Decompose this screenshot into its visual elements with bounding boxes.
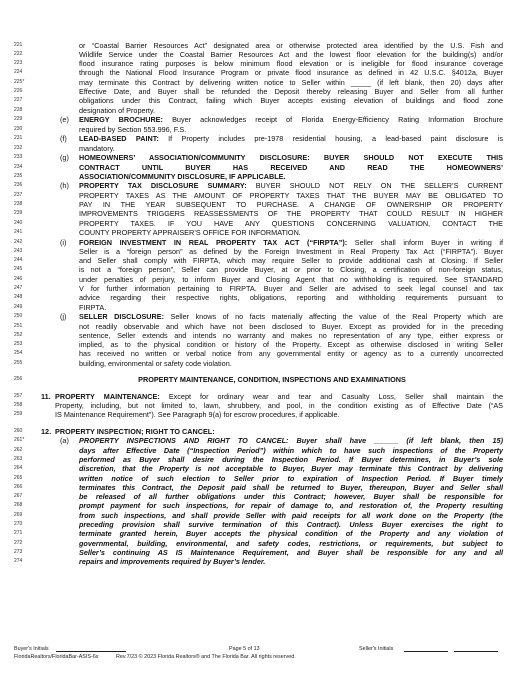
body-text: mandatory. bbox=[79, 143, 115, 153]
line-text bbox=[79, 284, 503, 294]
line-number: 224 bbox=[14, 69, 23, 76]
line-number: 230 bbox=[14, 125, 23, 132]
line-text bbox=[79, 50, 503, 60]
line-number: 250 bbox=[14, 313, 23, 320]
bold-italic-text: Seller’s continuing AS IS Maintenance Requirement, and Buyer shall be responsible for any and all bbox=[79, 547, 503, 557]
body-text: IMPROVEMENTS TRIGGERS REASSESSMENTS OF THE PROPERTY THAT COULD RESULT IN HIGHER bbox=[79, 209, 503, 219]
line-text bbox=[79, 134, 503, 144]
contract-line bbox=[0, 228, 527, 238]
body-text: designation of Property. bbox=[79, 105, 156, 115]
line-text bbox=[79, 163, 503, 173]
line-text bbox=[79, 275, 503, 285]
line-number: 234 bbox=[14, 163, 23, 170]
bold-heading: ASSOCIATION/COMMUNITY DISCLOSURE, IF APPLICABLE. bbox=[79, 171, 286, 181]
bold-italic-text: performed as Buyer shall desire during the Inspection Period. If Buyer determines, in Buyer’s sole bbox=[79, 454, 503, 464]
line-text bbox=[55, 427, 503, 437]
line-text bbox=[79, 209, 503, 219]
line-text bbox=[79, 446, 503, 456]
body-text: If Property includes pre-1978 residential housing, a lead-based paint disclosure is bbox=[158, 134, 503, 144]
contract-line bbox=[0, 219, 527, 229]
bold-heading: FOREIGN INVESTMENT IN REAL PROPERTY TAX ACT (“FIRPTA”): bbox=[79, 237, 348, 247]
contract-line bbox=[0, 529, 527, 539]
bold-italic-text: repairs and improvements required by Buyer’s lender. bbox=[79, 557, 266, 567]
contract-line bbox=[0, 78, 527, 88]
body-text: FIRPTA. bbox=[79, 302, 107, 312]
line-number: 242 bbox=[14, 238, 23, 245]
line-number: 221 bbox=[14, 41, 23, 48]
contract-line bbox=[0, 392, 527, 402]
line-text bbox=[79, 87, 503, 97]
line-text bbox=[79, 492, 503, 502]
clause-label: (j) bbox=[60, 312, 67, 322]
body-text: is not a “foreign person”, Seller can provide Buyer, at or prior to Closing, a certification of non-foreign status, bbox=[79, 265, 503, 275]
contract-line bbox=[0, 312, 527, 322]
line-text bbox=[79, 511, 503, 521]
bold-italic-text: preceding provision shall survive termination of this Contract). Unless Buyer exercises the right to bbox=[79, 520, 503, 529]
body-text: or “Coastal Barrier Resources Act” designated area or otherwise protected area identified by the U.S. Fish and bbox=[79, 40, 503, 50]
line-number: 268 bbox=[14, 502, 23, 509]
contract-line bbox=[0, 275, 527, 285]
contract-line bbox=[0, 548, 527, 558]
line-text bbox=[79, 41, 503, 51]
line-number: 244 bbox=[14, 257, 23, 264]
contract-line bbox=[0, 474, 527, 484]
contract-line bbox=[0, 410, 527, 420]
line-number: 225* bbox=[14, 78, 25, 85]
contract-line bbox=[0, 501, 527, 511]
line-number: 222 bbox=[14, 50, 23, 57]
contract-line bbox=[0, 209, 527, 219]
line-text bbox=[79, 68, 503, 78]
line-text bbox=[79, 464, 503, 474]
line-text bbox=[79, 548, 503, 558]
line-text bbox=[79, 501, 503, 511]
clause-label: (h) bbox=[60, 181, 69, 191]
line-number: 232 bbox=[14, 144, 23, 151]
contract-line bbox=[0, 59, 527, 69]
body-text: PROPERTY TAXES AS THE AMOUNT OF PROPERTY TAXES THAT THE BUYER MAY BE OBLIGATED TO bbox=[79, 190, 503, 200]
line-number: 235 bbox=[14, 172, 23, 179]
line-text bbox=[79, 59, 503, 69]
line-text bbox=[79, 340, 503, 350]
line-number: 264 bbox=[14, 465, 23, 472]
line-number: 233 bbox=[14, 154, 23, 161]
line-text bbox=[55, 401, 503, 411]
line-number: 227 bbox=[14, 97, 23, 104]
line-text bbox=[79, 106, 503, 116]
body-text: PAY IN THE YEAR SUBSEQUENT TO PURCHASE. A CHANGE OF OWNERSHIP OR PROPERTY bbox=[79, 200, 503, 209]
contract-line bbox=[0, 172, 527, 182]
line-number: 240 bbox=[14, 219, 23, 226]
contract-line bbox=[0, 375, 527, 385]
line-number: 262 bbox=[14, 446, 23, 453]
contract-line bbox=[0, 557, 527, 567]
seller-initials-field-2[interactable] bbox=[454, 645, 498, 652]
contract-line bbox=[0, 303, 527, 313]
line-number: 260 bbox=[14, 427, 23, 434]
line-text bbox=[79, 153, 503, 163]
body-text: Except for ordinary wear and tear and Casualty Loss, Seller shall maintain the bbox=[159, 391, 503, 401]
line-number: 245 bbox=[14, 266, 23, 273]
line-number: 257 bbox=[14, 392, 23, 399]
line-text bbox=[55, 410, 503, 420]
footer-form-row bbox=[14, 653, 514, 662]
line-number: 266 bbox=[14, 483, 23, 490]
bold-italic-text: written notice of such election to Seller prior to expiration of Inspection Period. If Buyer timely bbox=[79, 473, 503, 483]
contract-line bbox=[0, 247, 527, 257]
page-number: Page 5 of 13 bbox=[229, 646, 260, 652]
line-text bbox=[79, 265, 503, 275]
body-text: Seller is a “foreign person” as defined by the Foreign Investment in Real Property Tax Act (“FIRPTA”). Buyer bbox=[79, 246, 503, 256]
body-text: Seller knows of no facts materially affecting the value of the Real Property which are bbox=[164, 312, 503, 322]
body-text: sentence, Seller extends and intends no warranty and makes no representation of any type, either express or bbox=[79, 330, 503, 340]
line-text bbox=[79, 172, 503, 182]
body-text: BUYER SHOULD NOT RELY ON THE SELLER’S CURRENT bbox=[246, 181, 503, 191]
contract-line bbox=[0, 511, 527, 521]
bold-heading: PROPERTY INSPECTION; RIGHT TO CANCEL: bbox=[55, 426, 215, 436]
line-text bbox=[79, 144, 503, 154]
line-text bbox=[79, 483, 503, 493]
body-text: Buyer acknowledges receipt of Florida Energy-Efficiency Rating Information Brochure bbox=[162, 115, 503, 125]
contract-line bbox=[0, 293, 527, 303]
contract-line bbox=[0, 340, 527, 350]
line-text bbox=[79, 247, 503, 257]
line-text bbox=[79, 238, 503, 248]
section-heading: PROPERTY MAINTENANCE, CONDITION, INSPECTIONS AND EXAMINATIONS bbox=[138, 375, 406, 384]
body-text: COUNTY PROPERTY APPRAISER’S OFFICE FOR INFORMATION. bbox=[79, 227, 301, 237]
bold-heading: LEAD-BASED PAINT: bbox=[79, 134, 159, 144]
body-text: PROPERTY TAXES. IF YOU HAVE ANY QUESTIONS CONCERNING VALUATION, CONTACT THE bbox=[79, 218, 503, 228]
buyer-initials-field[interactable] bbox=[56, 645, 126, 652]
line-text bbox=[79, 520, 503, 530]
line-number: 249 bbox=[14, 303, 23, 310]
contract-line bbox=[0, 483, 527, 493]
line-number: 229 bbox=[14, 116, 23, 123]
body-text: may terminate this Contract by delivering written notice to Seller within _____ (if left blank, then 20) days after bbox=[79, 77, 503, 87]
contract-line bbox=[0, 115, 527, 125]
clause-label: (e) bbox=[60, 115, 69, 125]
line-text bbox=[79, 96, 503, 106]
line-number: 255 bbox=[14, 359, 23, 366]
body-text: implied, as to the physical condition or history of the Property. Except as otherwise disclosed in writing Seller bbox=[79, 340, 503, 350]
line-number: 239 bbox=[14, 210, 23, 217]
line-number: 265 bbox=[14, 474, 23, 481]
contract-line bbox=[0, 238, 527, 248]
line-text bbox=[79, 293, 503, 303]
body-text: obligations under this Contract, failing which Buyer accepts existing elevation of buildings and flood zone bbox=[79, 96, 503, 106]
body-text: not readily observable and which have not been disclosed to Buyer. Except as provided for in the preceding bbox=[79, 321, 503, 331]
bold-heading: PROPERTY MAINTENANCE: bbox=[55, 391, 160, 401]
body-text: advice regarding their respective rights, obligations, reporting and withholding requirements pursuant to bbox=[79, 293, 503, 303]
line-number: 223 bbox=[14, 60, 23, 67]
contract-line bbox=[0, 68, 527, 78]
form-id: FloridaRealtors/FloridaBar-ASIS-6x bbox=[14, 654, 99, 660]
contract-line bbox=[0, 436, 527, 446]
body-text: Wildlife Service under the Coastal Barrier Resources Act and the lowest floor elevation for the building(s) and/or bbox=[79, 49, 503, 59]
line-number: 271 bbox=[14, 530, 23, 537]
bold-italic-text: terminate granted herein, Buyer accepts the physical condition of the Property and any violation of bbox=[79, 529, 503, 539]
line-text bbox=[79, 312, 503, 322]
line-number: 228 bbox=[14, 106, 23, 113]
line-text bbox=[79, 349, 503, 359]
line-number: 272 bbox=[14, 539, 23, 546]
contract-line bbox=[0, 265, 527, 275]
body-text: under penalties of perjury, to inform Buyer and Closing Agent that no withholding is required. See STANDARD bbox=[79, 274, 503, 284]
body-text: Effective Date, and Buyer shall be refunded the Deposit thereby releasing Buyer and Seller from all further bbox=[79, 87, 503, 96]
contract-line bbox=[0, 191, 527, 201]
line-number: 261* bbox=[14, 437, 25, 444]
bold-italic-text: prompt payment for such inspections, for repair of damage to, and restoration of, the Property resulting bbox=[79, 501, 503, 511]
line-text bbox=[79, 115, 503, 125]
contract-line bbox=[0, 539, 527, 549]
seller-initials-field-1[interactable] bbox=[404, 645, 448, 652]
contract-line bbox=[0, 87, 527, 97]
line-number: 226 bbox=[14, 88, 23, 94]
line-number: 273 bbox=[14, 548, 23, 555]
line-text bbox=[79, 529, 503, 539]
line-number: 267 bbox=[14, 493, 23, 500]
line-number: 231 bbox=[14, 135, 23, 142]
line-number: 256 bbox=[14, 376, 23, 382]
line-number: 236 bbox=[14, 182, 23, 189]
contract-line bbox=[0, 134, 527, 144]
contract-line bbox=[0, 464, 527, 474]
line-text bbox=[79, 256, 503, 266]
line-text bbox=[55, 392, 503, 402]
clause-label: (i) bbox=[60, 237, 67, 247]
contract-line bbox=[0, 163, 527, 173]
bold-italic-text: terminates this Contract, the Deposit paid shall be returned to Buyer, thereupon, Buyer and Seller shall bbox=[79, 482, 503, 492]
line-number: 247 bbox=[14, 285, 23, 291]
contract-line bbox=[0, 427, 527, 437]
bold-heading: HOMEOWNERS’ ASSOCIATION/COMMUNITY DISCLOSURE: BUYER SHOULD NOT EXECUTE THIS bbox=[79, 153, 503, 163]
clause-label: (a) bbox=[60, 436, 69, 446]
bold-heading: SELLER DISCLOSURE: bbox=[79, 312, 165, 322]
contract-line bbox=[0, 96, 527, 106]
contract-line bbox=[0, 125, 527, 135]
body-text: required by Section 553.996, F.S. bbox=[79, 124, 187, 134]
body-text: and Seller shall comply with FIRPTA, which may require Seller to provide additional cash at Closing. If Seller bbox=[79, 256, 503, 266]
contract-line bbox=[0, 256, 527, 266]
line-text bbox=[79, 228, 503, 238]
contract-line bbox=[0, 181, 527, 191]
line-text bbox=[79, 474, 503, 484]
contract-line bbox=[0, 144, 527, 154]
bold-italic-text: from such inspections, and shall provide Seller with paid receipts for all work done on the Property (the bbox=[79, 510, 503, 520]
line-number: 270 bbox=[14, 521, 23, 527]
bold-heading: PROPERTY TAX DISCLOSURE SUMMARY: bbox=[79, 181, 247, 191]
contract-line bbox=[0, 520, 527, 530]
line-number: 248 bbox=[14, 294, 23, 301]
line-text bbox=[79, 557, 503, 567]
body-text: IS Maintenance Requirement”). See Paragraph 9(a) for escrow procedures, if applicable. bbox=[55, 410, 340, 420]
contract-line bbox=[0, 349, 527, 359]
bold-italic-text: be released of all further obligations under this Contract; however, Buyer shall be responsible for bbox=[79, 492, 503, 502]
line-text bbox=[79, 331, 503, 341]
bold-italic-text: days after Effective Date (“Inspection Period”) within which to have such inspections of the Property bbox=[79, 445, 503, 455]
bold-heading: CONTRACT UNTIL BUYER HAS RECEIVED AND READ THE HOMEOWNERS’ bbox=[79, 162, 503, 172]
body-text: has received no written or verbal notice from any governmental entity or agency as to a currently uncorrected bbox=[79, 349, 503, 359]
line-number: 274 bbox=[14, 558, 23, 565]
line-text bbox=[79, 303, 503, 313]
contract-line bbox=[0, 50, 527, 60]
line-text bbox=[79, 322, 503, 332]
line-text bbox=[79, 539, 503, 549]
copyright-notice: Rev.7/23 © 2023 Florida Realtors® and The Florida Bar. All rights reserved. bbox=[116, 654, 296, 660]
bold-heading: ENERGY BROCHURE: bbox=[79, 115, 163, 125]
line-number: 241 bbox=[14, 228, 23, 235]
clause-label: (f) bbox=[60, 134, 67, 144]
line-number: 251 bbox=[14, 322, 23, 329]
line-text bbox=[79, 181, 503, 191]
contract-line bbox=[0, 359, 527, 369]
line-number: 237 bbox=[14, 191, 23, 198]
contract-line bbox=[0, 153, 527, 163]
line-text bbox=[79, 455, 503, 465]
line-text bbox=[79, 200, 503, 210]
line-number: 259 bbox=[14, 411, 23, 418]
buyer-initials-label: Buyer's Initials bbox=[14, 646, 49, 652]
line-number: 258 bbox=[14, 401, 23, 408]
bold-italic-text: PROPERTY INSPECTIONS AND RIGHT TO CANCEL: Buyer shall have ______ (if left blank, then 15) bbox=[79, 436, 503, 446]
contract-line bbox=[0, 401, 527, 411]
line-number: 254 bbox=[14, 350, 23, 357]
clause-label: 12. bbox=[41, 426, 52, 436]
line-text bbox=[79, 191, 503, 201]
bold-italic-text: discretion, that the Property is not acceptable to Buyer, Buyer may terminate this Contract by delivering bbox=[79, 464, 503, 474]
line-number: 269 bbox=[14, 511, 23, 518]
line-number: 253 bbox=[14, 341, 23, 348]
body-text: Property, including, but not limited to, lawn, shrubbery, and pool, in the condition existing as of Effective Date (“AS bbox=[55, 400, 503, 410]
line-text bbox=[79, 436, 503, 446]
contract-line bbox=[0, 492, 527, 502]
line-text bbox=[79, 78, 503, 88]
contract-line bbox=[0, 200, 527, 210]
body-text: flood insurance rating purposes is below minimum flood elevation or is ineligible for flood insurance coverage bbox=[79, 59, 503, 69]
contract-line bbox=[0, 106, 527, 116]
line-number: 252 bbox=[14, 331, 23, 338]
line-number: 238 bbox=[14, 201, 23, 207]
line-number: 263 bbox=[14, 455, 23, 462]
contract-line bbox=[0, 455, 527, 465]
body-text: through the National Flood Insurance Program or private flood insurance as defined in 42 U.S.C. §4012a, Buyer bbox=[79, 68, 503, 78]
bold-italic-text: governmental, building, environmental, and safety codes, restrictions, or requirements, but subject to bbox=[79, 538, 503, 548]
body-text: V for further information pertaining to FIRPTA. Buyer and Seller are advised to seek legal counsel and tax bbox=[79, 284, 503, 293]
seller-initials-label: Seller's Initials bbox=[359, 646, 394, 652]
contract-line bbox=[0, 322, 527, 332]
contract-line bbox=[0, 284, 527, 294]
line-text bbox=[79, 219, 503, 229]
clause-label: (g) bbox=[60, 153, 69, 163]
contract-line bbox=[0, 331, 527, 341]
line-text bbox=[79, 125, 503, 135]
line-number: 246 bbox=[14, 275, 23, 282]
body-text: Seller shall inform Buyer in writing if bbox=[347, 237, 503, 247]
contract-line bbox=[0, 446, 527, 456]
line-text bbox=[79, 359, 503, 369]
body-text: building, environmental or safety code violation. bbox=[79, 358, 232, 368]
clause-label: 11. bbox=[41, 391, 51, 401]
contract-line bbox=[0, 41, 527, 51]
line-number: 243 bbox=[14, 247, 23, 254]
